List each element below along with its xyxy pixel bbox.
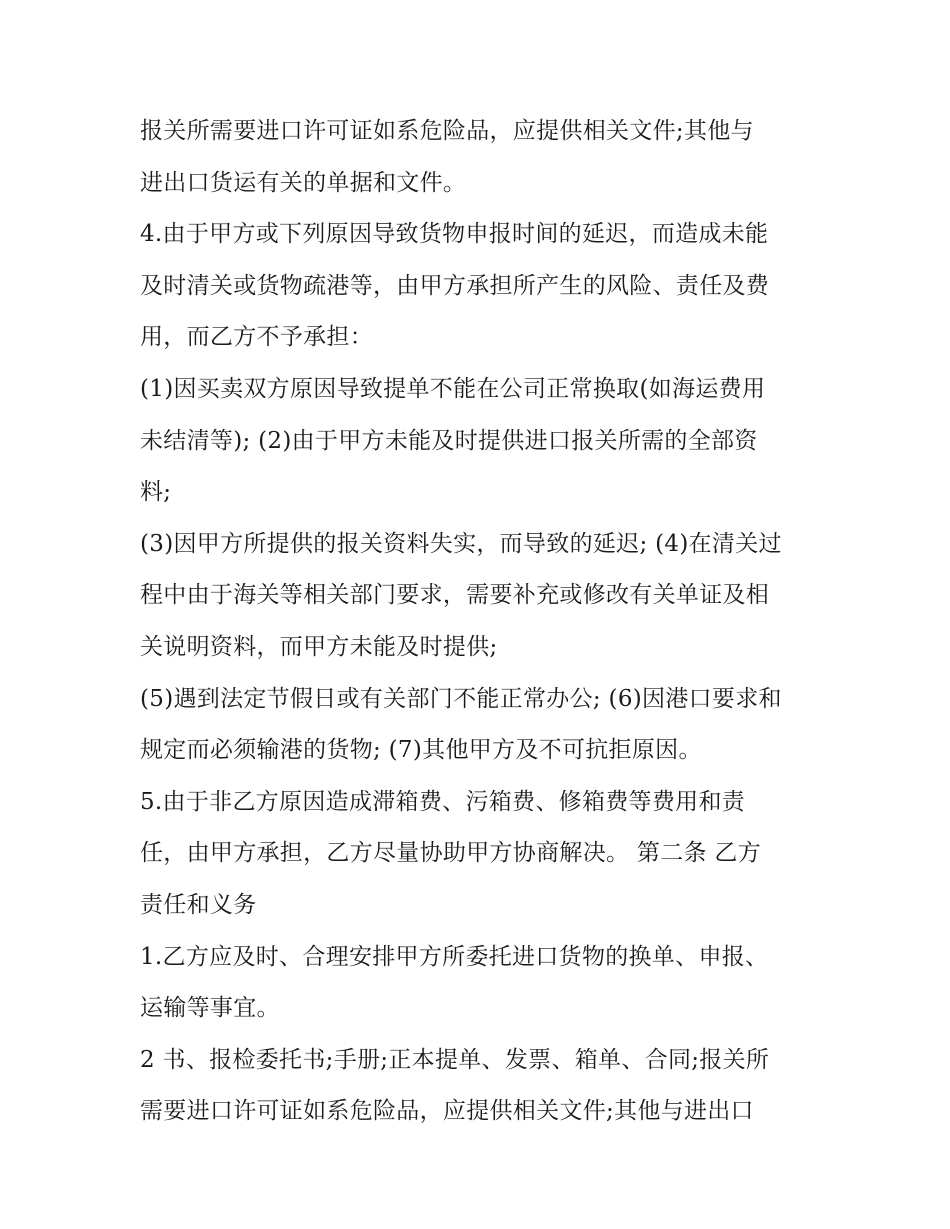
text-line: (5)遇到法定节假日或有关部门不能正常办公; (6)因港口要求和: [140, 685, 782, 712]
text-line: 用，而乙方不予承担：: [140, 324, 373, 351]
text-line: 规定而必须输港的货物; (7)其他甲方及不可抗拒原因。: [140, 737, 702, 764]
text-line: (1)因买卖双方原因导致提单不能在公司正常换取(如海运费用: [140, 375, 766, 402]
text-line: 程中由于海关等相关部门要求，需要补充或修改有关单证及相: [140, 582, 770, 609]
text-line: 料;: [140, 479, 172, 506]
text-line: 需要进口许可证如系危险品，应提供相关文件;其他与进出口: [140, 1098, 754, 1125]
text-line: 2 书、报检委托书;手册;正本提单、发票、箱单、合同;报关所: [140, 1046, 770, 1073]
text-line: (3)因甲方所提供的报关资料失实，而导致的延迟; (4)在清关过: [140, 530, 782, 557]
text-line: 任，由甲方承担，乙方尽量协助甲方协商解决。 第二条 乙方: [140, 840, 762, 867]
text-line: 5.由于非乙方原因造成滞箱费、污箱费、修箱费等费用和责: [140, 788, 746, 815]
text-line: 1.乙方应及时、合理安排甲方所委托进口货物的换单、申报、: [140, 943, 769, 970]
text-line: 及时清关或货物疏港等，由甲方承担所产生的风险、责任及费: [140, 272, 770, 299]
text-line: 4.由于甲方或下列原因导致货物申报时间的延迟，而造成未能: [140, 221, 769, 248]
text-line: 关说明资料，而甲方未能及时提供;: [140, 633, 498, 660]
text-line: 未结清等); (2)由于甲方未能及时提供进口报关所需的全部资: [140, 427, 758, 454]
text-line: 报关所需要进口许可证如系危险品，应提供相关文件;其他与: [140, 118, 754, 144]
document-body: [140, 106, 820, 1138]
text-line: 责任和义务: [140, 891, 257, 918]
text-line: 运输等事宜。: [140, 995, 280, 1022]
text-line: 进出口货运有关的单据和文件。: [140, 169, 467, 196]
